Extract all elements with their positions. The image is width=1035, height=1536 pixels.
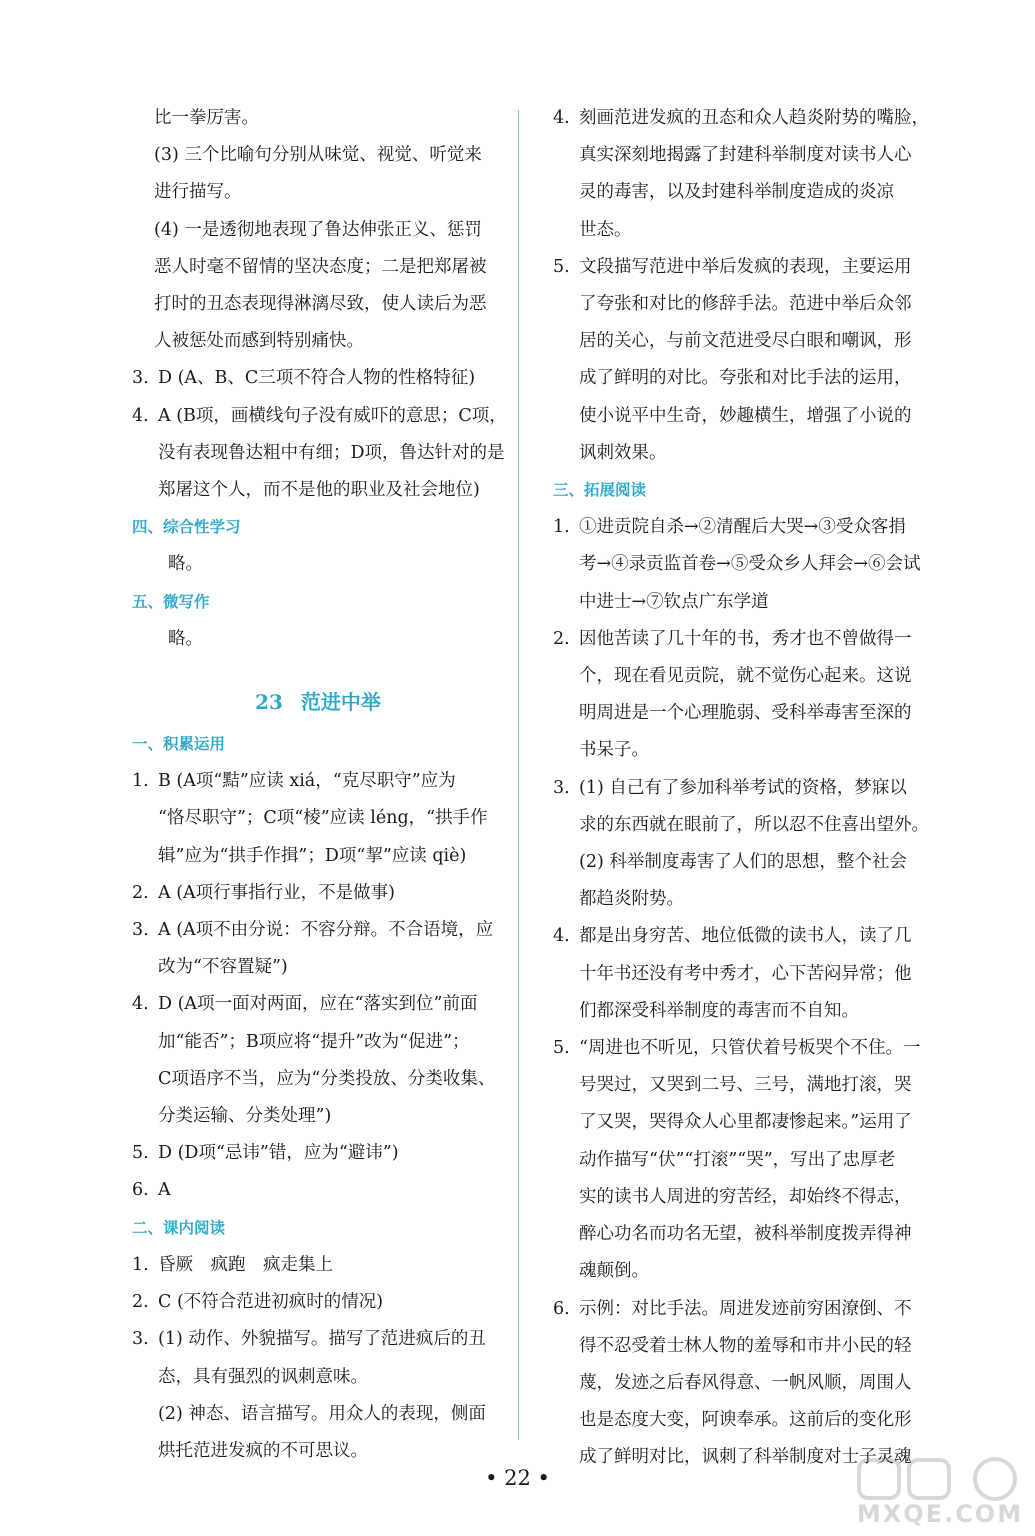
answer-line — [132, 398, 507, 435]
answer-number: 3. — [553, 777, 570, 798]
answer-line — [553, 509, 933, 546]
answer-text: (1) 动作、外貌描写。描写了范进疯后的丑 — [158, 1329, 486, 1350]
left-column — [132, 100, 507, 1470]
answer-text: 成了鲜明对比，讽刺了科举制度对士子灵魂 — [579, 1447, 912, 1468]
answer-line — [553, 1328, 933, 1365]
answer-number: 2. — [132, 882, 149, 903]
answer-line — [553, 546, 933, 583]
answer-line — [553, 918, 933, 955]
section-heading: 五、微写作 — [132, 592, 210, 611]
answer-text: “恪尽职守”；C项“棱”应读 léng，“拱手作 — [158, 808, 488, 829]
section-heading: 三、拓展阅读 — [553, 481, 647, 500]
answer-line: 烘托范进发疯的不可思议。 — [158, 1440, 368, 1461]
answer-text: 讽刺效果。 — [579, 442, 667, 463]
answer-line — [132, 763, 504, 800]
answer-line — [132, 1024, 504, 1061]
answer-text: 没有表现鲁达粗中有细；D项，鲁达针对的是 — [158, 442, 505, 463]
answer-number: 5. — [132, 1143, 149, 1164]
answer-text: 昏厥 疯跑 疯走集上 — [158, 1254, 333, 1275]
page-number: • 22 • — [485, 1466, 550, 1490]
answer-text: 中进士→⑦钦点广东学道 — [579, 591, 769, 612]
answer-line — [553, 956, 933, 993]
answer-line — [553, 100, 933, 137]
answer-line — [132, 1359, 504, 1396]
answer-line — [553, 174, 933, 211]
answer-text: 魂颠倒。 — [579, 1261, 649, 1282]
answer-text: 都是出身穷苦、地位低微的读书人，读了几 — [579, 926, 912, 947]
answer-text: 实的读书人周进的穷苦经，却始终不得志， — [579, 1186, 912, 1207]
answer-text: 世态。 — [579, 219, 632, 240]
answer-number: 5. — [553, 256, 570, 277]
answer-text: 明周进是一个心理脆弱、受科举毒害至深的 — [579, 703, 912, 724]
answer-line: (4) 一是透彻地表现了鲁达伸张正义、惩罚 — [154, 219, 482, 240]
answer-text: 也是态度大变，阿谀奉承。这前后的变化形 — [579, 1410, 912, 1431]
answer-line — [132, 1247, 504, 1284]
answer-line — [553, 1291, 933, 1328]
answer-text: D (D项“忌讳”错，应为“避讳”) — [158, 1143, 399, 1164]
answer-text: “周进也不听见，只管伏着号板哭个不住。一 — [579, 1038, 921, 1059]
answer-text: A (A项不由分说：不容分辩。不合语境，应 — [158, 920, 494, 941]
answer-line — [553, 360, 933, 397]
answer-text: 动作描写“伏”“打滚”“哭”，写出了忠厚老 — [579, 1149, 896, 1170]
answer-number: 3. — [132, 1329, 149, 1350]
answer-line — [553, 1402, 933, 1439]
answer-text: 醉心功名而功名无望，被科举制度拨弄得神 — [579, 1224, 912, 1245]
answer-text: B (A项“黠”应读 xiá，“克尽职守”应为 — [158, 771, 456, 792]
section-heading: 四、综合性学习 — [132, 518, 241, 537]
answer-line — [132, 1098, 504, 1135]
right-column — [553, 100, 933, 1477]
answer-text: 改为“不容置疑”) — [158, 957, 288, 978]
answer-line — [553, 249, 933, 286]
answer-text: 灵的毒害，以及封建科举制度造成的炎凉 — [579, 182, 894, 203]
answer-text: 居的关心，与前文范进受尽白眼和嘲讽，形 — [579, 331, 912, 352]
answer-number: 1. — [132, 1254, 149, 1275]
answer-line: 比一拳厉害。 — [154, 108, 259, 128]
answer-text: 真实深刻地揭露了封建科举制度对读书人心 — [579, 145, 912, 166]
answer-number: 6. — [132, 1180, 149, 1201]
answer-text: 个，现在看见贡院，就不觉伤心起来。这说 — [579, 666, 912, 687]
answer-line — [553, 770, 933, 807]
section-heading: 一、积累运用 — [132, 735, 226, 754]
answer-line — [553, 1365, 933, 1402]
answer-text: 书呆子。 — [579, 740, 649, 761]
answer-line — [132, 949, 504, 986]
answer-number: 4. — [132, 994, 149, 1015]
watermark-text: MXQE.COM — [856, 1500, 1024, 1528]
chapter-title — [132, 684, 504, 720]
answer-text: 们都深受科举制度的毒害而不自知。 — [579, 1000, 859, 1021]
answer-line: (3) 三个比喻句分别从味觉、视觉、听觉来 — [154, 145, 482, 166]
column-divider — [518, 110, 519, 1440]
answer-text: 得不忍受着士林人物的羞辱和市井小民的轻 — [579, 1335, 912, 1356]
answer-line: 恶人时毫不留情的坚决态度；二是把郑屠被 — [154, 256, 487, 277]
answer-text: 号哭过，又哭到二号、三号，满地打滚，哭 — [579, 1075, 912, 1096]
answer-text: (1) 自己有了参加科举考试的资格，梦寐以 — [579, 777, 907, 798]
answer-number: 3. — [132, 920, 149, 941]
answer-line: 进行描写。 — [154, 182, 242, 203]
answer-line — [553, 584, 933, 621]
answer-line — [132, 1284, 504, 1321]
section-heading: 二、课内阅读 — [132, 1218, 226, 1237]
answer-line: (2) 神态、语言描写。用众人的表现，侧面 — [158, 1403, 486, 1424]
answer-text: 蔑，发迹之后春风得意、一帆风顺，周围人 — [579, 1372, 912, 1393]
answer-line: 都趋炎附势。 — [579, 889, 684, 910]
answer-text: ①进贡院自杀→②清醒后大哭→③受众客捐 — [579, 517, 906, 538]
answer-line — [132, 472, 504, 509]
answer-text: D (A、B、C三项不符合人物的性格特征) — [158, 368, 476, 389]
answer-text: 态，具有强烈的讽刺意味。 — [158, 1366, 368, 1387]
answer-text: C项语序不当，应为“分类投放、分类收集、 — [158, 1068, 496, 1089]
answer-line — [553, 732, 933, 769]
answer-text: 成了鲜明的对比。夸张和对比手法的运用， — [579, 368, 912, 389]
answer-number: 2. — [553, 628, 570, 649]
watermark-logo — [855, 1454, 1025, 1528]
answer-line — [553, 658, 933, 695]
answer-line — [553, 212, 933, 249]
answer-number: 4. — [553, 108, 570, 128]
answer-text: 使小说平中生奇，妙趣横生，增强了小说的 — [579, 405, 912, 426]
answer-line: 打时的丑态表现得淋漓尽致，使人读后为恶 — [154, 294, 487, 315]
answer-line: 略。 — [168, 628, 203, 649]
answer-line — [553, 993, 933, 1030]
answer-text: 求的东西就在眼前了，所以忍不住喜出望外。 — [579, 814, 929, 835]
answer-text: 考→④录贡监首卷→⑤受众乡人拜会→⑥会试 — [579, 554, 921, 575]
answer-line — [132, 800, 504, 837]
answer-line — [132, 435, 504, 472]
answer-line — [553, 1030, 933, 1067]
answer-line — [132, 360, 504, 397]
answer-line — [553, 695, 933, 732]
answer-line: (2) 科举制度毒害了人们的思想，整个社会 — [579, 852, 907, 873]
answer-text: 了夸张和对比的修辞手法。范进中举后众邻 — [579, 294, 912, 315]
answer-line: 略。 — [168, 554, 203, 575]
answer-text: A — [158, 1180, 171, 1201]
answer-line — [553, 1104, 933, 1141]
answer-text: 因他苦读了几十年的书，秀才也不曾做得一 — [579, 628, 912, 649]
answer-line — [553, 1253, 933, 1290]
answer-line — [553, 323, 933, 360]
answer-line — [553, 1179, 933, 1216]
answer-number: 4. — [553, 926, 570, 947]
answer-text: A (B项，画横线句子没有威吓的意思；C项， — [158, 405, 507, 426]
answer-text: 了又哭，哭得众人心里都凄惨起来。”运用了 — [579, 1112, 912, 1133]
answer-line: 人被惩处而感到特别痛快。 — [154, 331, 364, 352]
answer-text: D (A项一面对两面，应在“落实到位”前面 — [158, 994, 478, 1015]
watermark-logo-icon — [855, 1454, 1025, 1504]
answer-number: 1. — [132, 771, 149, 792]
answer-line — [132, 1135, 504, 1172]
answer-number: 3. — [132, 368, 149, 389]
answer-line — [132, 1172, 504, 1209]
answer-number: 1. — [553, 517, 570, 538]
answer-text: A (A项行事指行业，不是做事) — [158, 882, 395, 903]
chapter-number: 23 — [255, 690, 283, 715]
answer-text: C (不符合范进初疯时的情况) — [158, 1292, 384, 1313]
chapter-name: 范进中举 — [300, 690, 381, 715]
answer-line — [132, 986, 504, 1023]
answer-line — [553, 137, 933, 174]
answer-line — [553, 621, 933, 658]
answer-line — [553, 1067, 933, 1104]
answer-text: 十年书还没有考中秀才，心下苦闷异常；他 — [579, 963, 912, 984]
answer-number: 6. — [553, 1298, 570, 1319]
answer-text: 示例：对比手法。周进发迹前穷困潦倒、不 — [579, 1298, 912, 1319]
answer-text: 刻画范进发疯的丑态和众人趋炎附势的嘴脸， — [579, 108, 929, 128]
answer-text: 文段描写范进中举后发疯的表现，主要运用 — [579, 256, 912, 277]
answer-number: 2. — [132, 1292, 149, 1313]
answer-line — [553, 286, 933, 323]
answer-line — [132, 1061, 504, 1098]
answer-line — [553, 1142, 933, 1179]
answer-text: 加“能否”；B项应将“提升”改为“促进”； — [158, 1031, 470, 1052]
answer-line — [132, 838, 504, 875]
answer-line — [132, 912, 504, 949]
answer-number: 5. — [553, 1038, 570, 1059]
answer-text: 辑”应为“拱手作揖”；D项“挈”应读 qiè) — [158, 845, 467, 866]
answer-text: 郑屠这个人，而不是他的职业及社会地位) — [158, 480, 480, 501]
answer-line — [553, 435, 933, 472]
answer-line — [553, 398, 933, 435]
answer-number: 4. — [132, 405, 149, 426]
answer-text: 分类运输、分类处理”) — [158, 1106, 332, 1127]
answer-line — [553, 807, 933, 844]
answer-line — [553, 1216, 933, 1253]
answer-line — [132, 875, 504, 912]
answer-line — [132, 1321, 504, 1358]
